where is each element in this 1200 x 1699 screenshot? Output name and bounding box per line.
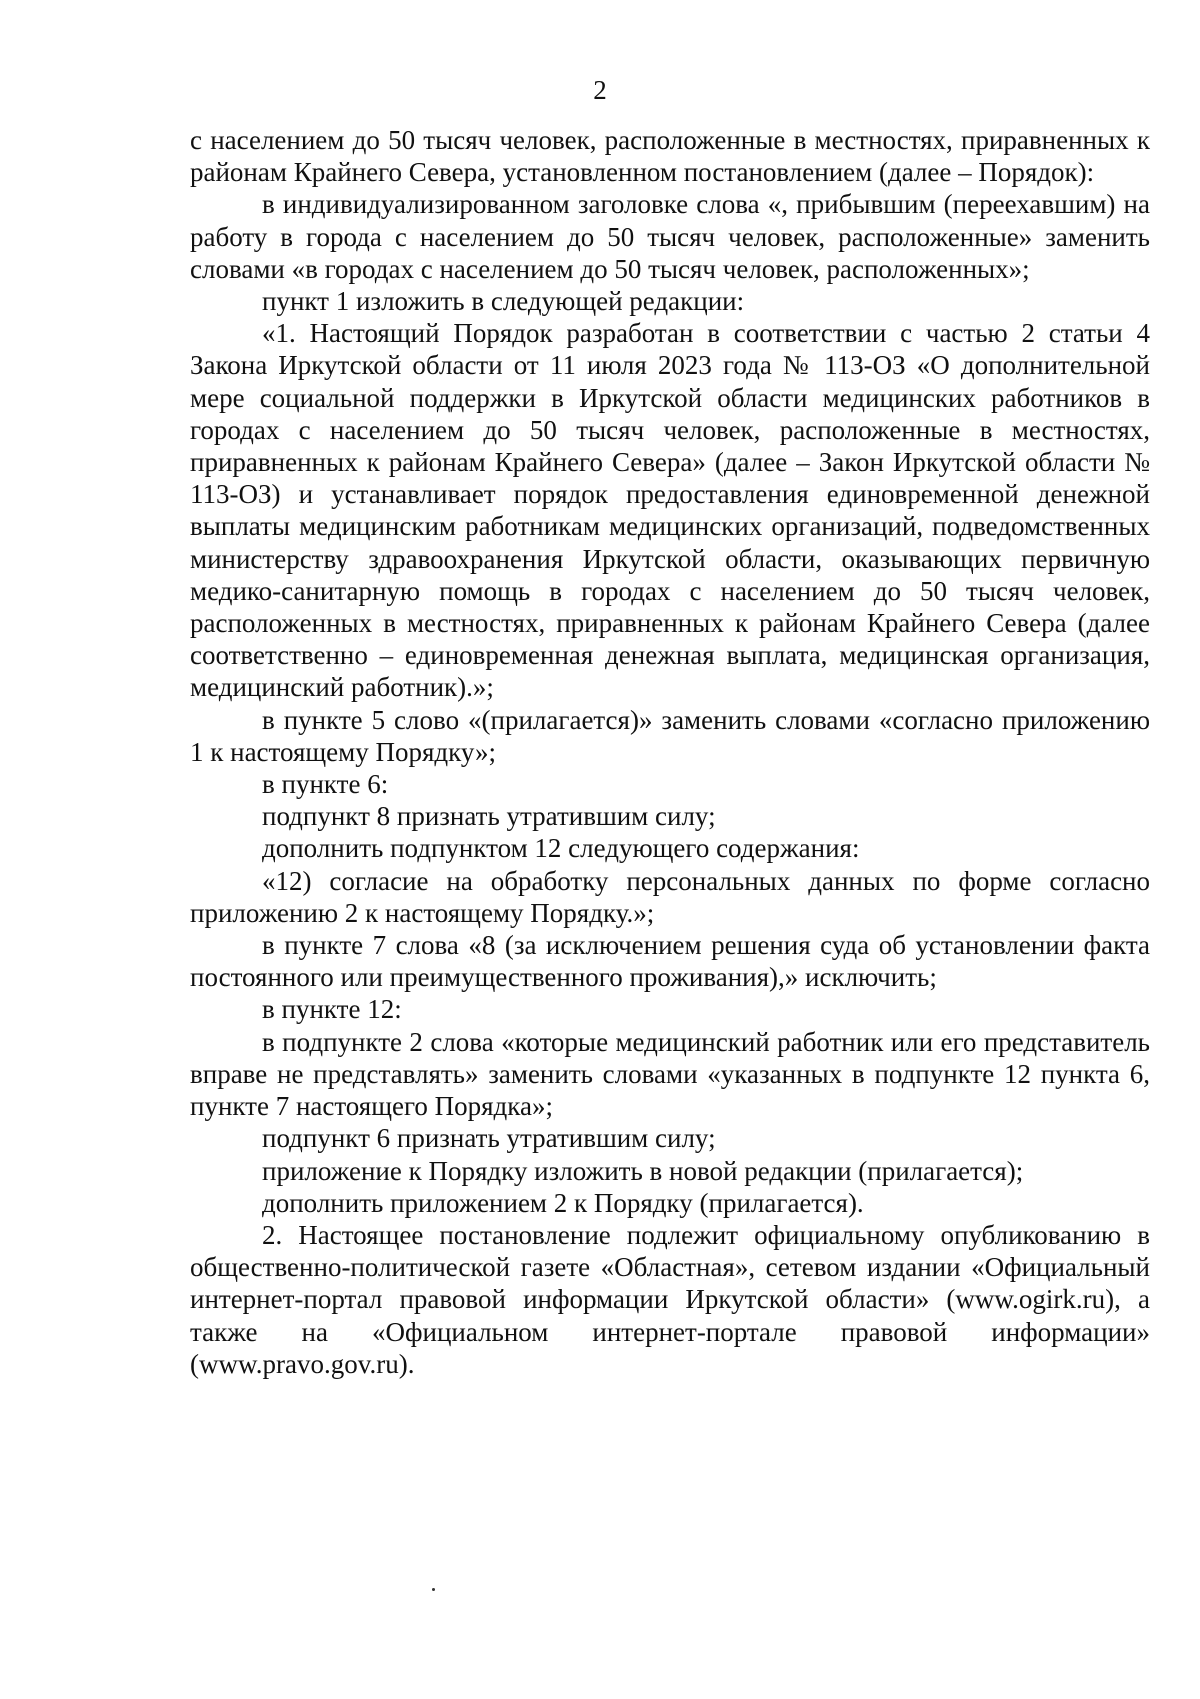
paragraph-subpoint-12-add: дополнить подпунктом 12 следующего содержания: (262, 833, 860, 864)
paragraph-publication: 2. Настоящее постановление подлежит официальному опубликованию в общественно-политической газете «Областная», сетевом издании «Официальный интернет-портал правовой информации Иркутской области» (www.ogirk.ru), а также на «Официальном интернет-портале правовой информации» (www.pravo.gov.ru). (190, 1219, 1150, 1379)
document-body (190, 124, 1150, 1380)
paragraph-appendix-2-add: дополнить приложением 2 к Порядку (прилагается). (262, 1187, 864, 1218)
paragraph-point-6-intro: в пункте 6: (262, 769, 389, 800)
paragraph-subpoint-2-amendment: в подпункте 2 слова «которые медицинский работник или его представитель вправе не представлять» заменить словами «указанных в подпункте 12 пункта 6, пункте 7 настоящего Порядка»; (190, 1026, 1150, 1122)
paragraph-point-7-amendment: в пункте 7 слова «8 (за исключением решения суда об установлении факта постоянного или преимущественного проживания),» исключить; (190, 930, 1150, 993)
paragraph-appendix-new-edition: приложение к Порядку изложить в новой редакции (прилагается); (262, 1155, 1024, 1186)
paragraph-point-1-intro: пункт 1 изложить в следующей редакции: (262, 286, 745, 317)
paragraph-point-12-intro: в пункте 12: (262, 994, 402, 1025)
paragraph-subpoint-6-repeal: подпункт 6 признать утратившим силу; (262, 1123, 716, 1154)
paragraph-continuation: с населением до 50 тысяч человек, расположенные в местностях, приравненных к районам Крайнего Севера, установленном постановлением (далее – Порядок): (190, 125, 1150, 188)
paragraph-point-1-text: «1. Настоящий Порядок разработан в соответствии с частью 2 статьи 4 Закона Иркутской области от 11 июля 2023 года № 113-ОЗ «О дополнительной мере социальной поддержки в Иркутской области медицинских работников в городах с населением до 50 тысяч человек, расположенные в местностях, приравненных к районам Крайнего Севера» (далее – Закон Иркутской области № 113-ОЗ) и устанавливает порядок предоставления единовременной денежной выплаты медицинским работникам медицинских организаций, подведомственных министерству здравоохранения Иркутской области, оказывающих первичную медико-санитарную помощь в городах с населением до 50 тысяч человек, расположенных в местностях, приравненных к районам Крайнего Севера (далее соответственно – единовременная денежная выплата, медицинская организация, медицинский работник).»; (190, 318, 1150, 703)
paragraph-subpoint-8-repeal: подпункт 8 признать утратившим силу; (262, 801, 716, 832)
paragraph-heading-amendment: в индивидуализированном заголовке слова «, прибывшим (переехавшим) на работу в города с населением до 50 тысяч человек, расположенные» заменить словами «в городах с населением до 50 тысяч человек, расположенных»; (190, 189, 1150, 284)
scan-dot-mark (432, 1588, 435, 1591)
paragraph-subpoint-12-text: «12) согласие на обработку персональных данных по форме согласно приложению 2 к настоящему Порядку.»; (190, 865, 1150, 928)
page-number: 2 (593, 75, 607, 105)
paragraph-point-5-amendment: в пункте 5 слово «(прилагается)» заменить словами «согласно приложению 1 к настоящему Порядку»; (190, 704, 1150, 767)
